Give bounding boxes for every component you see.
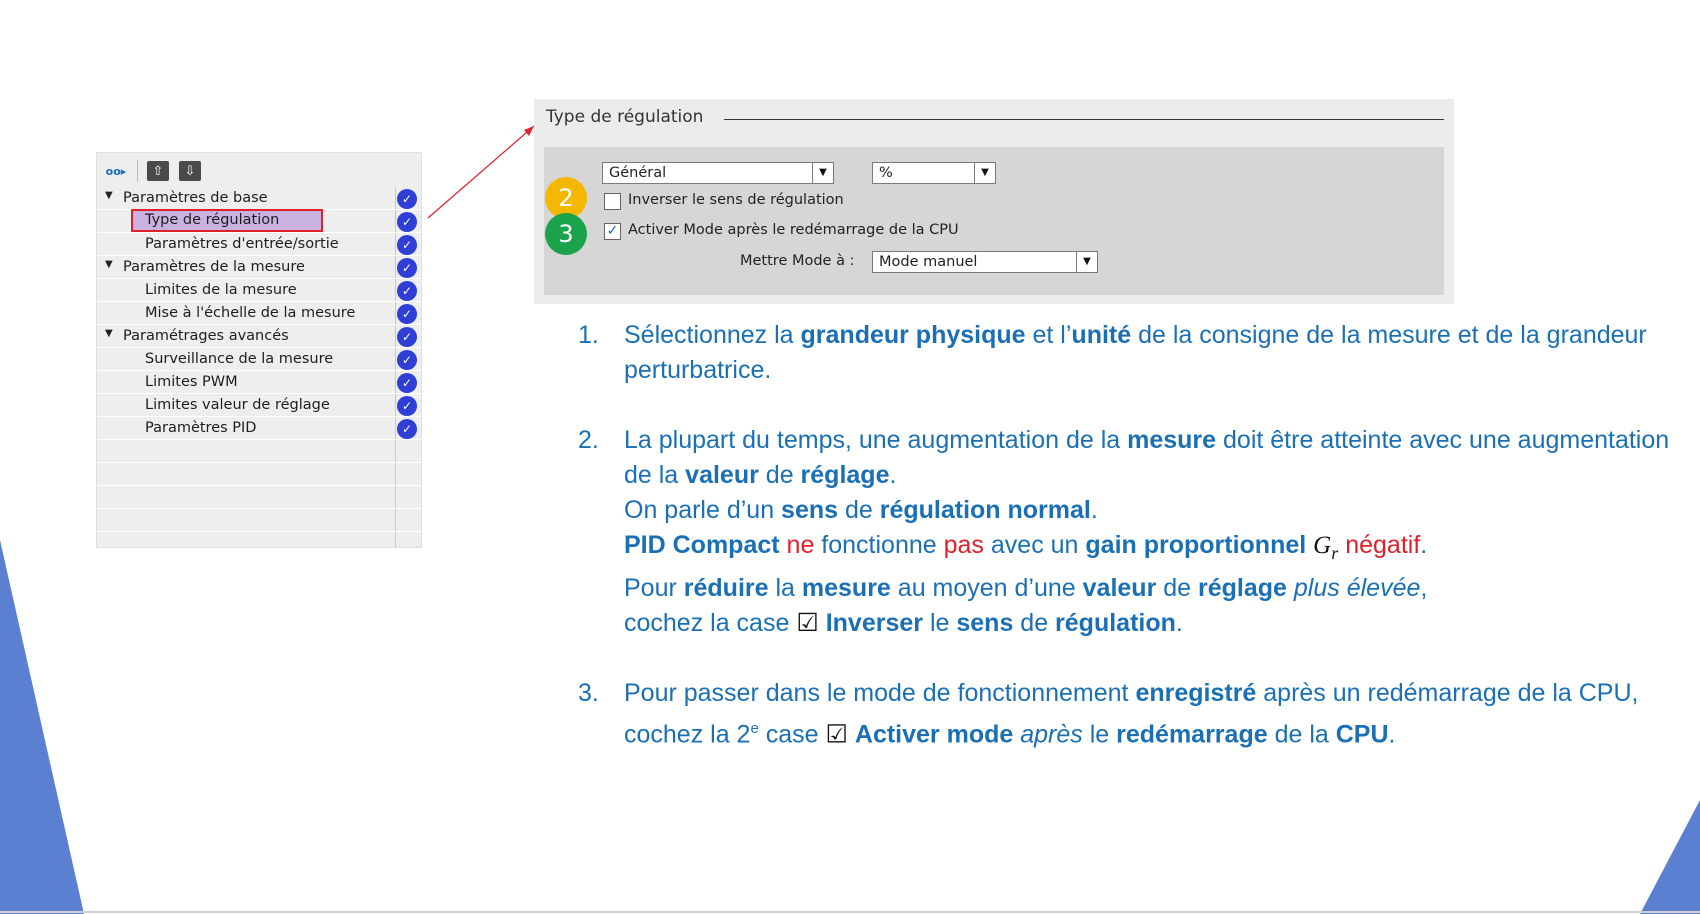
text-run: réglage <box>1198 574 1287 602</box>
tree-item-label: Mise à l'échelle de la mesure <box>145 305 356 321</box>
text-run: régulation normal <box>879 496 1091 524</box>
text-run: gain proportionnel <box>1085 531 1307 559</box>
tree-empty-row <box>97 486 421 509</box>
text-run: . <box>1388 720 1396 749</box>
text-run: sens <box>781 496 839 524</box>
text-run: case <box>758 720 826 749</box>
text-run: de la consigne de la mesure et de la grandeur perturbatrice. <box>624 321 1647 384</box>
dropdown-arrow-icon[interactable]: ▼ <box>974 163 995 183</box>
text-run: négatif <box>1345 531 1421 559</box>
text-run <box>1287 574 1294 602</box>
unit-select[interactable]: % ▼ <box>872 162 996 184</box>
text-run: la <box>768 574 802 602</box>
tree-item-label: Limites de la mesure <box>145 282 297 298</box>
text-run: r <box>1331 543 1339 563</box>
tree-item-type-de-regulation[interactable] <box>97 210 421 233</box>
text-run: grandeur physique <box>800 321 1026 349</box>
regulation-type-dialog <box>534 99 1454 304</box>
checkmark-ok-icon: ✓ <box>397 350 417 370</box>
text-run: . <box>1090 496 1098 524</box>
checkmark-ok-icon: ✓ <box>397 281 417 301</box>
tree-item-parametrages-avances[interactable] <box>97 325 421 348</box>
set-mode-label: Mettre Mode à : <box>740 253 855 269</box>
step-text <box>624 318 1672 388</box>
text-run: fonctionne <box>814 531 944 559</box>
text-run <box>819 609 826 637</box>
text-run: ne <box>786 531 815 559</box>
expand-all-icon[interactable]: ⇩ <box>179 161 201 181</box>
tree-item-mise-a-echelle[interactable] <box>97 302 421 325</box>
tree-item-label: Paramètres PID <box>145 420 257 436</box>
checkmark-ok-icon: ✓ <box>397 373 417 393</box>
text-run: cochez la case <box>624 609 797 637</box>
text-run: unité <box>1071 321 1132 349</box>
instruction-step <box>572 318 1672 388</box>
instruction-step <box>572 676 1672 752</box>
tree-item-label: Paramétrages avancés <box>123 328 289 344</box>
tree-item-surveillance-de-la-mesure[interactable] <box>97 348 421 371</box>
text-run: PID Compact <box>624 531 780 559</box>
tree-item-label: Paramètres de base <box>123 190 268 206</box>
tree-item-label: Limites PWM <box>145 374 238 390</box>
text-run: La plupart du temps, une augmentation de la <box>624 426 1128 454</box>
text-run: mesure <box>1127 426 1217 454</box>
step-number: 3. <box>578 679 599 707</box>
tree-item-limites-de-la-mesure[interactable] <box>97 279 421 302</box>
checkmark-ok-icon: ✓ <box>397 258 417 278</box>
text-run: sens <box>956 609 1014 637</box>
text-run: . <box>889 461 897 489</box>
physical-quantity-select[interactable]: Général ▼ <box>602 162 834 184</box>
checkmark-ok-icon: ✓ <box>397 189 417 209</box>
instructions-list <box>572 318 1672 787</box>
tree-toolbar <box>97 153 421 187</box>
step-text <box>624 676 1672 752</box>
dropdown-arrow-icon[interactable]: ▼ <box>1076 252 1097 272</box>
text-run: réduire <box>683 574 769 602</box>
text-run: de la <box>1267 720 1336 749</box>
dialog-body <box>544 147 1444 295</box>
text-run: , <box>1420 574 1428 602</box>
text-run: et l’ <box>1025 321 1072 349</box>
activate-mode-label: Activer Mode après le redémarrage de la CPU <box>628 222 959 238</box>
tree-list <box>97 187 421 532</box>
tree-item-label: Type de régulation <box>133 211 321 230</box>
text-run: plus élevée <box>1293 574 1421 602</box>
text-run: après un redémarrage de la CPU, cochez la 2 <box>624 679 1639 749</box>
tree-empty-row <box>97 440 421 463</box>
expand-arrow-icon[interactable]: ▼ <box>105 190 113 201</box>
text-run <box>780 531 787 559</box>
tree-item-parametres-de-base[interactable] <box>97 187 421 210</box>
text-run: après <box>1020 720 1083 749</box>
network-view-icon[interactable]: oo▸ <box>105 164 127 178</box>
text-run: ☑ <box>796 609 819 637</box>
tree-item-parametres-de-la-mesure[interactable] <box>97 256 421 279</box>
checkmark-ok-icon: ✓ <box>397 235 417 255</box>
callout-badge-2: 2 <box>545 177 587 219</box>
invert-direction-checkbox[interactable] <box>604 193 621 210</box>
checkmark-ok-icon: ✓ <box>397 212 417 232</box>
step-text <box>624 423 1672 641</box>
text-run: mesure <box>801 574 891 602</box>
tree-item-limites-pwm[interactable] <box>97 371 421 394</box>
tree-empty-row <box>97 463 421 486</box>
text-run: ☑ <box>825 720 848 749</box>
title-divider <box>724 119 1444 120</box>
step-number: 2. <box>578 426 599 454</box>
text-run: . <box>1175 609 1183 637</box>
text-run: Sélectionnez la <box>624 321 801 349</box>
text-run: de <box>758 461 801 489</box>
text-run: On parle d’un <box>624 496 782 524</box>
mode-select[interactable]: Mode manuel ▼ <box>872 251 1098 273</box>
text-run: au moyen d’une <box>890 574 1083 602</box>
text-run: de <box>1156 574 1199 602</box>
instruction-step <box>572 423 1672 641</box>
text-run: valeur <box>1082 574 1157 602</box>
tree-empty-row <box>97 509 421 532</box>
text-run: le <box>923 609 957 637</box>
text-run: CPU <box>1335 720 1389 749</box>
tree-item-parametres-entree-sortie[interactable] <box>97 233 421 256</box>
checkmark-ok-icon: ✓ <box>397 419 417 439</box>
text-run: de <box>838 496 880 524</box>
activate-mode-checkbox[interactable]: ✓ <box>604 223 621 240</box>
tree-item-label: Paramètres d'entrée/sortie <box>145 236 339 252</box>
text-run: réglage <box>800 461 890 489</box>
text-run: de <box>1013 609 1056 637</box>
text-run: Activer mode <box>854 720 1014 749</box>
dialog-title: Type de régulation <box>546 107 704 127</box>
text-run: e <box>750 720 759 737</box>
text-run: redémarrage <box>1116 720 1268 749</box>
text-run: pas <box>943 531 984 559</box>
step-number: 1. <box>578 321 599 349</box>
text-run: régulation <box>1055 609 1176 637</box>
text-run: le <box>1082 720 1117 749</box>
text-run: doit être atteinte avec une augmentation de la <box>624 426 1670 489</box>
checkmark-ok-icon: ✓ <box>397 327 417 347</box>
text-run: avec un <box>983 531 1086 559</box>
text-run: Pour passer dans le mode de fonctionnement <box>624 679 1136 707</box>
expand-arrow-icon[interactable]: ▼ <box>105 328 113 339</box>
invert-direction-label: Inverser le sens de régulation <box>628 192 844 208</box>
tree-item-label: Paramètres de la mesure <box>123 259 305 275</box>
tree-item-parametres-pid[interactable] <box>97 417 421 440</box>
dropdown-arrow-icon[interactable]: ▼ <box>812 163 833 183</box>
text-run: Inverser <box>825 609 923 637</box>
checkmark-ok-icon: ✓ <box>397 396 417 416</box>
text-run: Pour <box>624 574 684 602</box>
text-run <box>848 720 855 748</box>
tree-item-limites-valeur-de-reglage[interactable] <box>97 394 421 417</box>
tree-item-label: Surveillance de la mesure <box>145 351 334 367</box>
toolbar-separator <box>137 160 138 182</box>
parameter-tree <box>96 152 422 548</box>
callout-badge-3: 3 <box>545 213 587 255</box>
text-run: . <box>1420 531 1428 559</box>
collapse-all-icon[interactable]: ⇧ <box>147 161 169 181</box>
text-run: G <box>1313 532 1332 559</box>
expand-arrow-icon[interactable]: ▼ <box>105 259 113 270</box>
checkmark-ok-icon: ✓ <box>397 304 417 324</box>
tree-item-label: Limites valeur de réglage <box>145 397 330 413</box>
text-run: valeur <box>685 461 759 489</box>
text-run: enregistré <box>1135 679 1257 707</box>
